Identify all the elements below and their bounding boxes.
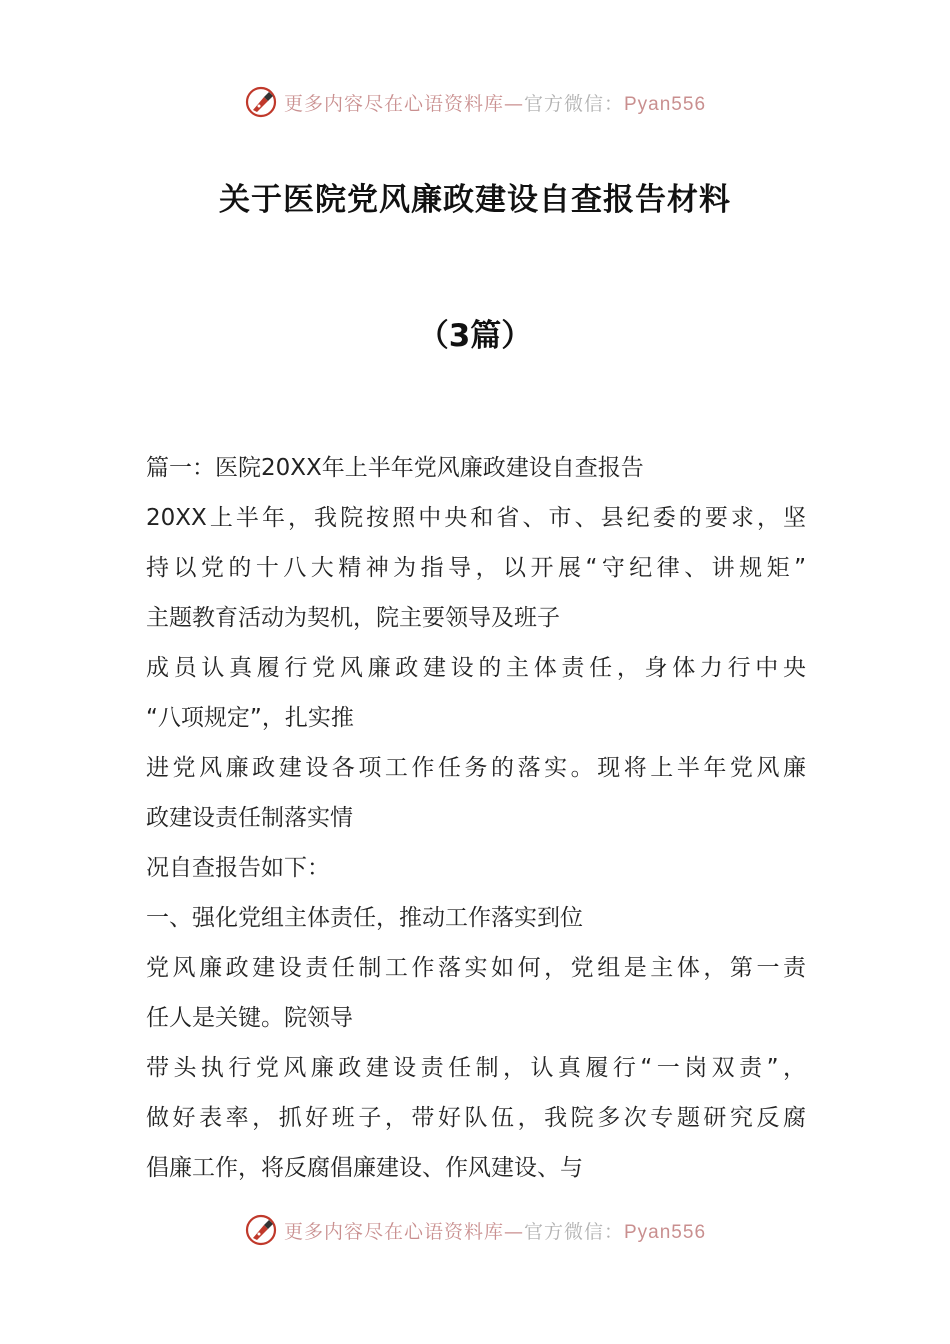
- document-subtitle: （3篇）: [417, 318, 533, 354]
- pen-nib-icon: [244, 1213, 278, 1247]
- section-heading: 一、强化党组主体责任，推动工作落实到位: [146, 905, 583, 931]
- body-line: 任人是关键。院领导: [146, 1005, 353, 1031]
- pen-nib-icon: [244, 85, 278, 119]
- body-line: 政建设责任制落实情: [146, 805, 353, 831]
- body-line: 况自查报告如下：: [146, 855, 330, 881]
- watermark-text: 更多内容尽在心语资料库—官方微信：Pyan556: [283, 92, 707, 115]
- watermark-text: 更多内容尽在心语资料库—官方微信：Pyan556: [283, 1220, 707, 1243]
- body-line: 20XX上半年，我院按照中央和省、市、县纪委的要求，坚: [146, 505, 806, 531]
- body-line: 篇一：医院20XX年上半年党风廉政建设自查报告: [146, 455, 644, 481]
- header-watermark: [0, 80, 950, 124]
- document-title: 关于医院党风廉政建设自查报告材料: [219, 182, 731, 218]
- body-line: “八项规定”，扎实推: [146, 705, 354, 731]
- body-line: 持以党的十八大精神为指导，以开展“守纪律、讲规矩”: [146, 555, 806, 581]
- body-line: 主题教育活动为契机，院主要领导及班子: [146, 605, 560, 631]
- body-line: 党风廉政建设责任制工作落实如何，党组是主体，第一责: [146, 955, 806, 981]
- footer-watermark: [0, 1208, 950, 1252]
- body-line: 做好表率，抓好班子，带好队伍，我院多次专题研究反腐: [146, 1105, 806, 1131]
- body-line: 成员认真履行党风廉政建设的主体责任，身体力行中央: [146, 655, 806, 681]
- body-line: 带头执行党风廉政建设责任制，认真履行“一岗双责”，: [146, 1055, 806, 1081]
- body-line: 倡廉工作，将反腐倡廉建设、作风建设、与: [146, 1155, 583, 1181]
- document-body: [146, 443, 806, 1193]
- body-line: 进党风廉政建设各项工作任务的落实。现将上半年党风廉: [146, 755, 806, 781]
